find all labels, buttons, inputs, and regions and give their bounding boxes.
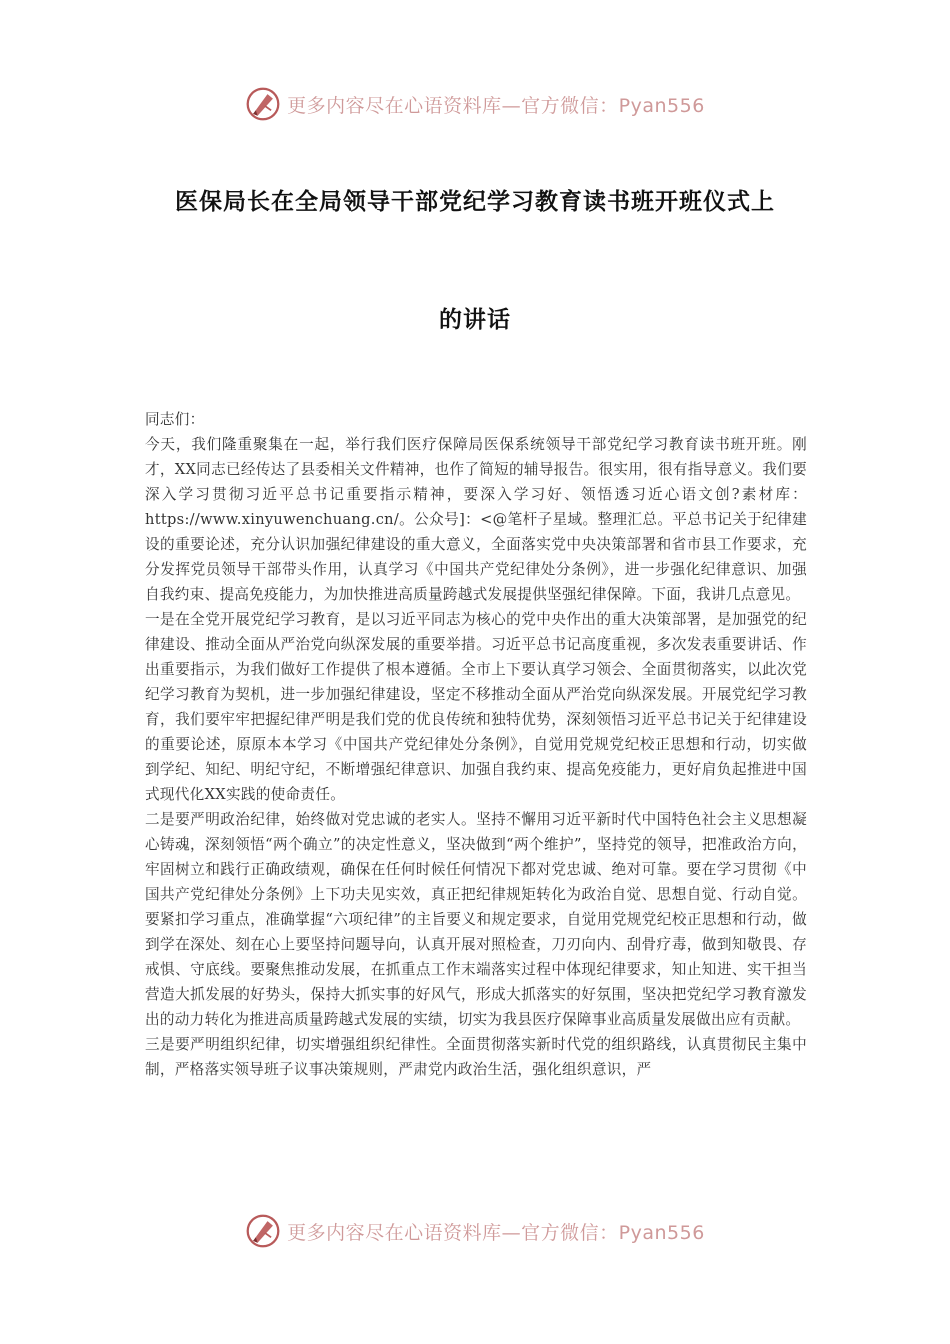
paragraph: 今天，我们隆重聚集在一起，举行我们医疗保障局医保系统领导干部党纪学习教育读书班开班。刚才，XX同志已经传达了县委相关文件精神，也作了简短的辅导报告。很实用，很有指导意义。我们要深入学习贯彻习近平总书记重要指示精神，要深入学习好、领悟透习近心语文创?素材库：https://www.xinyuwenchuang.cn/。公众号]：<@笔杆子星域。整理汇总。平总书记关于纪律建设的重要论述，充分认识加强纪律建设的重大意义，全面落实党中央决策部署和省市县工作要求，充分发挥党员领导干部带头作用，认真学习《中国共产党纪律处分条例》，进一步强化纪律意识、加强自我约束、提高免疫能力，为加快推进高质量跨越式发展提供坚强纪律保障。下面，我讲几点意见。 — [145, 436, 807, 603]
pen-logo-icon — [245, 86, 281, 122]
watermark-text: 更多内容尽在心语资料库—官方微信：Pyan556 — [287, 94, 705, 117]
document-title-continued: 的讲话 — [439, 306, 511, 333]
pen-logo-icon — [245, 1213, 281, 1249]
paragraph: 一是在全党开展党纪学习教育，是以习近平同志为核心的党中央作出的重大决策部署，是加强党的纪律建设、推动全面从严治党向纵深发展的重要举措。习近平总书记高度重视，多次发表重要讲话、作出重要指示，为我们做好工作提供了根本遵循。全市上下要认真学习领会、全面贯彻落实，以此次党纪学习教育为契机，进一步加强纪律建设，坚定不移推动全面从严治党向纵深发展。开展党纪学习教育，我们要牢牢把握纪律严明是我们党的优良传统和独特优势，深刻领悟习近平总书记关于纪律建设的重要论述，原原本本学习《中国共产党纪律处分条例》，自觉用党规党纪校正思想和行动，切实做到学纪、知纪、明纪守纪，不断增强纪律意识、加强自我约束、提高免疫能力，更好肩负起推进中国式现代化XX实践的使命责任。 — [145, 611, 807, 803]
paragraph: 三是要严明组织纪律，切实增强组织纪律性。全面贯彻落实新时代党的组织路线，认真贯彻民主集中制，严格落实领导班子议事决策规则，严肃党内政治生活，强化组织意识，严 — [145, 1036, 807, 1078]
watermark-text: 更多内容尽在心语资料库—官方微信：Pyan556 — [287, 1221, 705, 1244]
document-title: 医保局长在全局领导干部党纪学习教育读书班开班仪式上 — [175, 188, 775, 215]
paragraph: 二是要严明政治纪律，始终做对党忠诚的老实人。坚持不懈用习近平新时代中国特色社会主义思想凝心铸魂，深刻领悟“两个确立”的决定性意义，坚决做到“两个维护”，坚持党的领导，把准政治方向，牢固树立和践行正确政绩观，确保在任何时候任何情况下都对党忠诚、绝对可靠。要在学习贯彻《中国共产党纪律处分条例》上下功夫见实效，真正把纪律规矩转化为政治自觉、思想自觉、行动自觉。要紧扣学习重点，准确掌握“六项纪律”的主旨要义和规定要求，自觉用党规党纪校正思想和行动，做到学在深处、刻在心上要坚持问题导向，认真开展对照检查，刀刃向内、刮骨疗毒，做到知敬畏、存戒惧、守底线。要聚焦推动发展，在抓重点工作末端落实过程中体现纪律要求，知止知进、实干担当营造大抓发展的好势头，保持大抓实事的好风气，形成大抓落实的好氛围，坚决把党纪学习教育激发出的动力转化为推进高质量跨越式发展的实绩，切实为我县医疗保障事业高质量发展做出应有贡献。 — [145, 811, 807, 1028]
watermark-footer — [0, 1207, 950, 1255]
salutation: 同志们： — [145, 411, 205, 428]
document-body — [145, 407, 807, 1082]
watermark-header — [0, 80, 950, 128]
